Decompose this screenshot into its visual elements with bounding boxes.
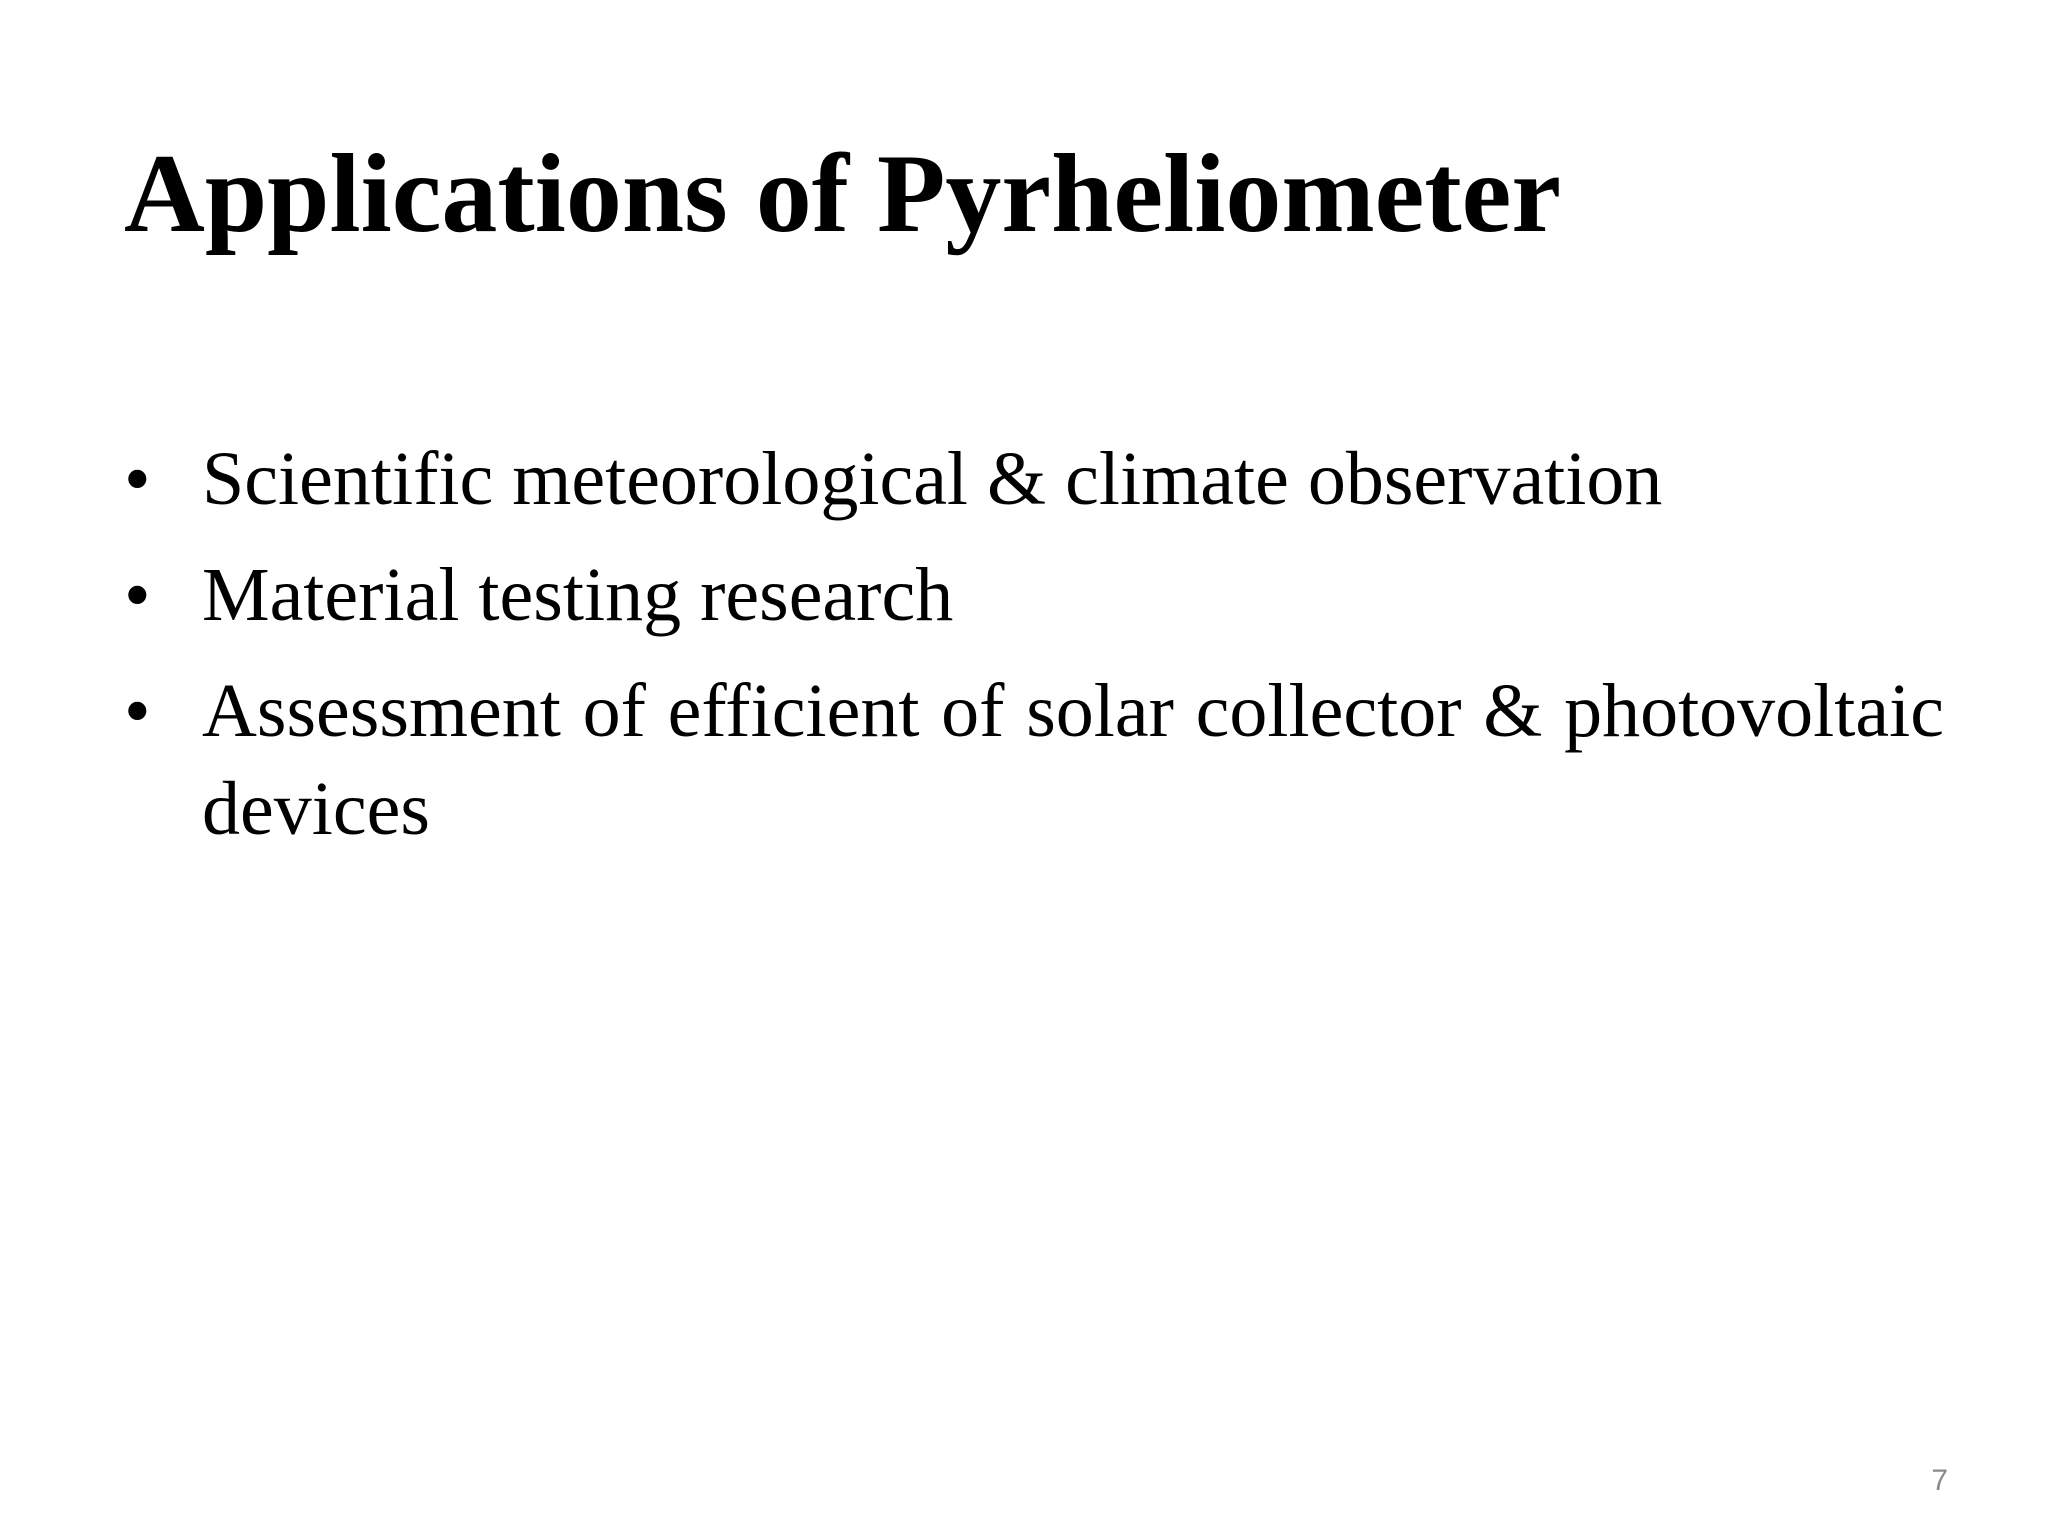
bullet-icon: • — [124, 669, 151, 753]
bullet-text: Material testing research — [202, 553, 954, 637]
slide-title: Applications of Pyrheliometer — [124, 132, 1562, 256]
list-item — [124, 546, 1944, 644]
bullet-text: Scientific meteorological & climate observation — [202, 437, 1663, 521]
bullet-text: Assessment of efficient of solar collector & photovoltaic devices — [202, 669, 1944, 851]
bullet-list — [124, 430, 1944, 876]
page-number: 7 — [1931, 1464, 1948, 1497]
list-item — [124, 430, 1944, 528]
bullet-icon: • — [124, 553, 151, 637]
list-item — [124, 662, 1944, 858]
bullet-icon: • — [124, 437, 151, 521]
